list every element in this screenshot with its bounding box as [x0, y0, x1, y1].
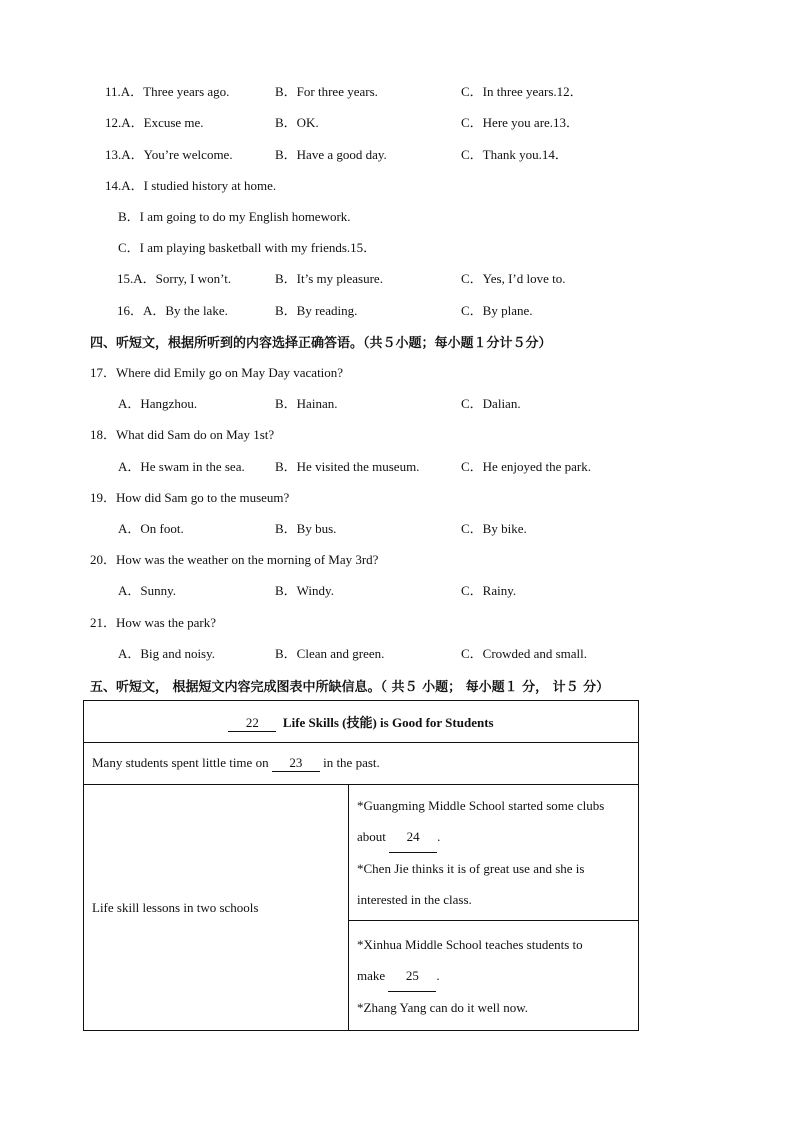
table-title-cell: [84, 701, 639, 743]
q12-option-b: B．OK.: [275, 115, 319, 130]
q19-option-b: B．By bus.: [275, 521, 337, 536]
blank-24[interactable]: 24: [389, 821, 437, 853]
zhangyang-line: *Zhang Yang can do it well now.: [357, 999, 529, 1015]
q14-option-a: 14.A．I studied history at home.: [105, 178, 277, 193]
table-row-past: [84, 743, 639, 785]
q13-option-a: 13.A．You’re welcome.: [105, 147, 233, 162]
xinhua-line-2: make 25 .: [357, 960, 630, 992]
q21-option-a: A．Big and noisy.: [118, 646, 216, 661]
q17-option-a: A．Hangzhou.: [118, 396, 198, 411]
blank-25[interactable]: 25: [388, 960, 436, 992]
section-4-heading: 四、听短文，根据所听到的内容选择正确答语。（共５小题；每小题１分计５分）: [90, 336, 552, 351]
q19-option-a: A．On foot.: [118, 521, 184, 536]
q20-option-c: C．Rainy.: [461, 583, 517, 598]
q16-option-c: C．By plane.: [461, 303, 533, 318]
blank-23[interactable]: 23: [272, 755, 320, 772]
q14-option-c: C．I am playing basketball with my friends.15．: [118, 240, 377, 255]
q11-option-b: B．For three years.: [275, 84, 378, 99]
q11-option-a: 11.A．Three years ago.: [105, 84, 230, 99]
section-5-heading: 五、听短文， 根据短文内容完成图表中所缺信息。（ 共５ 小题； 每小题１ 分， 计５ 分）: [90, 680, 610, 695]
q15-option-c: C．Yes, I’d love to.: [461, 271, 566, 286]
q19-question: 19．How did Sam go to the museum?: [90, 490, 290, 505]
q21-option-b: B．Clean and green.: [275, 646, 385, 661]
chenjie-line-1: *Chen Jie thinks it is of great use and she is: [357, 861, 585, 876]
q12-option-a: 12.A．Excuse me.: [105, 115, 204, 130]
q15-option-a: 15.A．Sorry, I won’t.: [117, 271, 232, 286]
blank-22[interactable]: 22: [228, 715, 276, 732]
q17-question: 17．Where did Emily go on May Day vacation?: [90, 365, 344, 380]
q13-option-b: B．Have a good day.: [275, 147, 387, 162]
table-xinhua-cell: [349, 921, 639, 1031]
make-text: make: [357, 967, 386, 983]
q20-option-b: B．Windy.: [275, 583, 334, 598]
table-guangming-cell: [349, 785, 639, 921]
q15-option-b: B．It’s my pleasure.: [275, 271, 383, 286]
q16-option-b: B．By reading.: [275, 303, 358, 318]
guangming-line-2: about 24 .: [357, 821, 630, 853]
q18-option-a: A．He swam in the sea.: [118, 459, 245, 474]
left-label: Life skill lessons in two schools: [92, 899, 259, 915]
row2-suffix: in the past.: [323, 755, 380, 770]
q18-option-b: B．He visited the museum.: [275, 459, 420, 474]
q19-option-c: C．By bike.: [461, 521, 527, 536]
chenjie-line-2: interested in the class.: [357, 892, 472, 907]
about-text: about: [357, 829, 386, 844]
q20-question: 20．How was the weather on the morning of May 3rd?: [90, 552, 379, 567]
q18-question: 18．What did Sam do on May 1st?: [90, 427, 275, 442]
q18-option-c: C．He enjoyed the park.: [461, 459, 591, 474]
row2-prefix: Many students spent little time on: [92, 755, 269, 770]
q20-option-a: A．Sunny.: [118, 583, 177, 598]
xinhua-line-1: *Xinhua Middle School teaches students to: [357, 936, 583, 952]
table-title: Life Skills (技能) is Good for Students: [282, 714, 494, 730]
q11-option-c: C．In three years.12．: [461, 84, 583, 99]
q17-option-b: B．Hainan.: [275, 396, 338, 411]
q16-option-a: 16．A．By the lake.: [117, 303, 228, 318]
guangming-line-1: *Guangming Middle School started some clubs: [357, 798, 605, 813]
info-table: [83, 700, 639, 1031]
table-left-label-cell: [84, 785, 349, 1031]
q17-option-c: C．Dalian.: [461, 396, 521, 411]
q13-option-c: C．Thank you.14．: [461, 147, 568, 162]
q14-option-b: B．I am going to do my English homework.: [118, 209, 351, 224]
q21-option-c: C．Crowded and small.: [461, 646, 588, 661]
q12-option-c: C．Here you are.13．: [461, 115, 580, 130]
q21-question: 21．How was the park?: [90, 615, 216, 630]
